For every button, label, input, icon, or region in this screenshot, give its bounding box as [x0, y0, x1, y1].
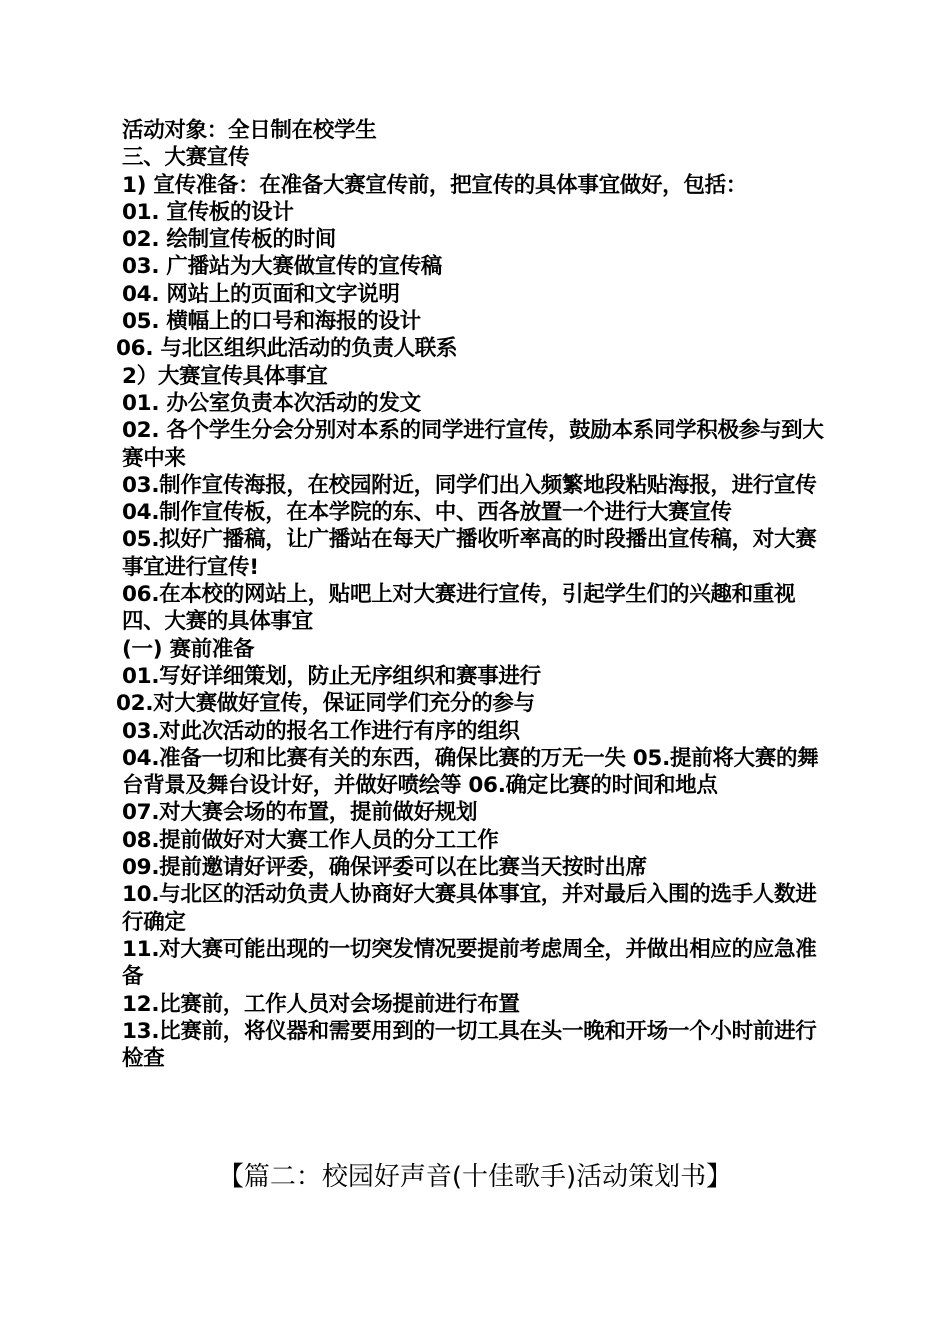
document-body	[116, 117, 832, 1072]
text-line: 05. 横幅上的口号和海报的设计	[122, 309, 421, 335]
text-line: 04. 网站上的页面和文字说明	[122, 281, 400, 307]
text-line: 04.准备一切和比赛有关的东西，确保比赛的万无一失 05.提前将大赛的舞台背景及舞台设计好，并做好喷绘等 06.确定比赛的时间和地点	[122, 745, 819, 799]
text-line: (一) 赛前准备	[122, 636, 255, 662]
text-line: 03.制作宣传海报，在校园附近，同学们出入频繁地段粘贴海报，进行宣传	[122, 472, 817, 498]
text-line: 11.对大赛可能出现的一切突发情况要提前考虑周全，并做出相应的应急准备	[122, 936, 817, 990]
text-line: 01.写好详细策划，防止无序组织和赛事进行	[122, 663, 541, 689]
text-line: 06. 与北区组织此活动的负责人联系	[116, 336, 458, 362]
text-line: 2）大赛宣传具体事宜	[122, 363, 328, 389]
text-line: 活动对象：全日制在校学生	[122, 118, 377, 143]
text-line: 三、大赛宣传	[122, 145, 250, 171]
text-line: 01. 办公室负责本次活动的发文	[122, 390, 421, 416]
text-line: 03.对此次活动的报名工作进行有序的组织	[122, 718, 520, 744]
text-line: 1) 宣传准备：在准备大赛宣传前，把宣传的具体事宜做好，包括：	[122, 172, 747, 198]
text-line: 13.比赛前，将仪器和需要用到的一切工具在头一晚和开场一个小时前进行检查	[122, 1018, 817, 1072]
text-line: 10.与北区的活动负责人协商好大赛具体事宜，并对最后入围的选手人数进行确定	[122, 882, 817, 935]
text-line: 02.对大赛做好宣传，保证同学们充分的参与	[116, 691, 535, 717]
text-line: 01. 宣传板的设计	[122, 199, 294, 225]
text-line: 02. 各个学生分会分别对本系的同学进行宣传，鼓励本系同学积极参与到大赛中来	[122, 418, 824, 471]
text-line: 09.提前邀请好评委，确保评委可以在比赛当天按时出席	[122, 855, 647, 881]
text-line: 05.拟好广播稿，让广播站在每天广播收听率高的时段播出宣传稿，对大赛事宜进行宣传!	[122, 527, 817, 580]
text-line: 12.比赛前，工作人员对会场提前进行布置	[122, 991, 520, 1017]
text-line: 02. 绘制宣传板的时间	[122, 227, 336, 253]
text-line: 06.在本校的网站上，贴吧上对大赛进行宣传，引起学生们的兴趣和重视	[122, 582, 796, 608]
text-line: 四、大赛的具体事宜	[122, 609, 313, 635]
text-line: 04.制作宣传板，在本学院的东、中、西各放置一个进行大赛宣传	[122, 500, 732, 526]
section-title: 【篇二：校园好声音(十佳歌手)活动策划书】	[217, 1162, 733, 1192]
text-line: 07.对大赛会场的布置，提前做好规划	[122, 800, 478, 826]
text-line: 03. 广播站为大赛做宣传的宣传稿	[122, 254, 442, 280]
text-line: 08.提前做好对大赛工作人员的分工工作	[122, 827, 499, 853]
